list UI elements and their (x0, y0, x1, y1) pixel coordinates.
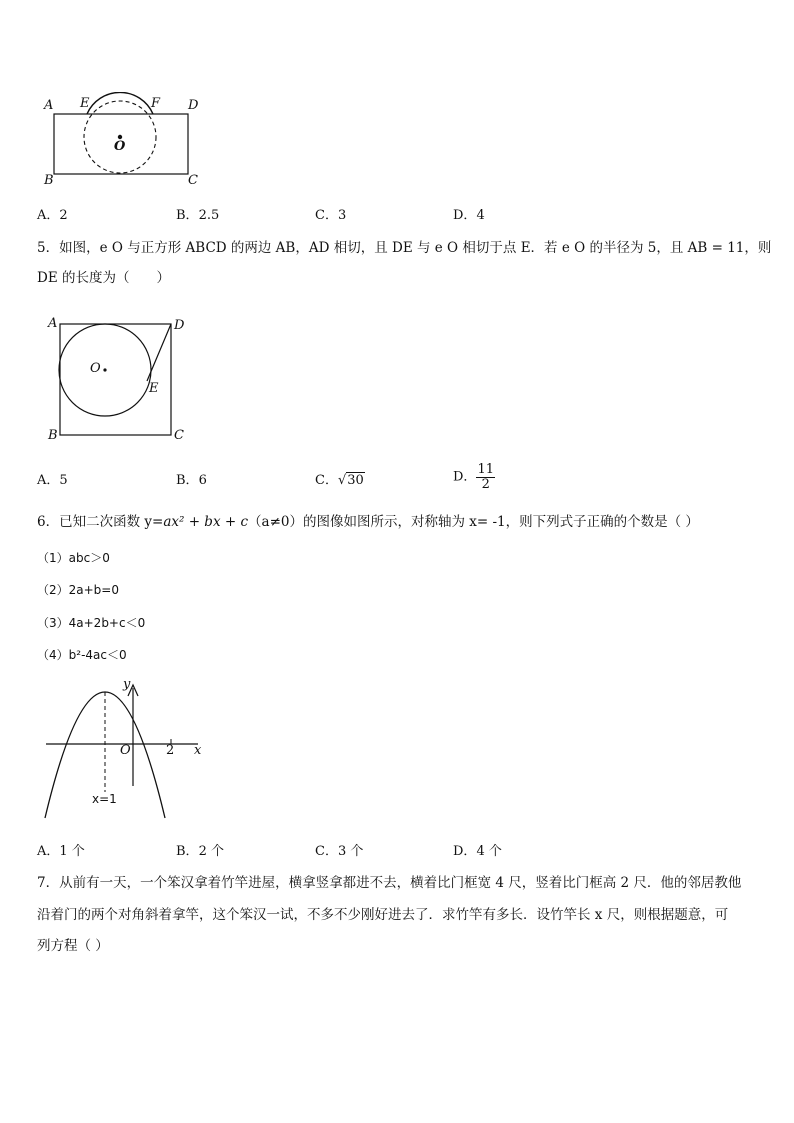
q4-option-a[interactable]: A．2 (37, 208, 68, 223)
q6-option-b[interactable]: B．2 个 (176, 844, 224, 859)
q4-label-e: E (80, 96, 90, 111)
q6-stem: 6．已知二次函数 y=ax² + bx + c（a≠0）的图像如图所示，对称轴为 x= -1，则下列式子正确的个数是（ ） (37, 514, 699, 530)
q5-label-a: A (48, 316, 58, 331)
q6-label-axis: x=1 (92, 792, 117, 806)
q7-stem-line2: 沿着门的两个对角斜着拿竿，这个笨汉一试，不多不少刚好进去了．求竹竿有多长．设竹竿长 x 尺，则根据题意，可 (37, 907, 729, 923)
q4-label-d: D (188, 98, 199, 113)
q5-stem-line1: 5．如图，e O 与正方形 ABCD 的两边 AB，AD 相切，且 DE 与 e O 相切于点 E．若 e O 的半径为 5，且 AB = 11，则 (37, 240, 772, 256)
q4-label-f: F (151, 96, 161, 111)
q6-label-x: x (194, 743, 202, 758)
q5-label-e: E (149, 381, 159, 396)
q7-stem-line1: 7．从前有一天，一个笨汉拿着竹竿进屋，横拿竖拿都进不去，横着比门框宽 4 尺，竖着比门框高 2 尺．他的邻居教他 (37, 875, 742, 891)
q4-label-o: O (114, 139, 126, 154)
q5-figure (40, 315, 200, 445)
q6-option-c[interactable]: C．3 个 (315, 844, 364, 859)
q5-label-o: O (90, 361, 101, 376)
q5-option-b[interactable]: B．6 (176, 473, 207, 488)
q5-label-c: C (174, 428, 184, 443)
fraction: $\frac{11}{2}$ (477, 462, 494, 492)
q6-condition-2: （2）2a+b=0 (37, 583, 119, 597)
q6-condition-3: （3）4a+2b+c＜0 (37, 616, 146, 630)
q5-label-b: B (48, 428, 58, 443)
q6-option-a[interactable]: A．1 个 (37, 844, 85, 859)
q6-label-2: 2 (166, 743, 175, 758)
q6-option-d[interactable]: D．4 个 (453, 844, 502, 859)
q5-option-d[interactable]: D． $\frac{11}{2}$ (453, 462, 494, 492)
q6-condition-1: （1）abc＞0 (37, 551, 110, 565)
q4-label-c: C (188, 173, 198, 188)
q6-label-o: O (120, 743, 131, 758)
q4-option-b[interactable]: B．2.5 (176, 208, 220, 223)
q6-label-y: y (123, 677, 131, 692)
q7-stem-line3: 列方程（ ） (37, 938, 109, 954)
q5-stem-line2: DE 的长度为（ ） (37, 270, 170, 286)
q5-label-d: D (174, 318, 185, 333)
q4-option-c[interactable]: C．3 (315, 208, 347, 223)
sqrt-sign: √ (337, 473, 347, 488)
q5-option-a[interactable]: A．5 (37, 473, 68, 488)
q5-option-c[interactable]: C．√30 (315, 473, 364, 488)
q4-label-b: B (44, 173, 54, 188)
q6-condition-4: （4）b²-4ac＜0 (37, 648, 127, 662)
q4-option-d[interactable]: D．4 (453, 208, 485, 223)
q4-label-a: A (44, 98, 54, 113)
